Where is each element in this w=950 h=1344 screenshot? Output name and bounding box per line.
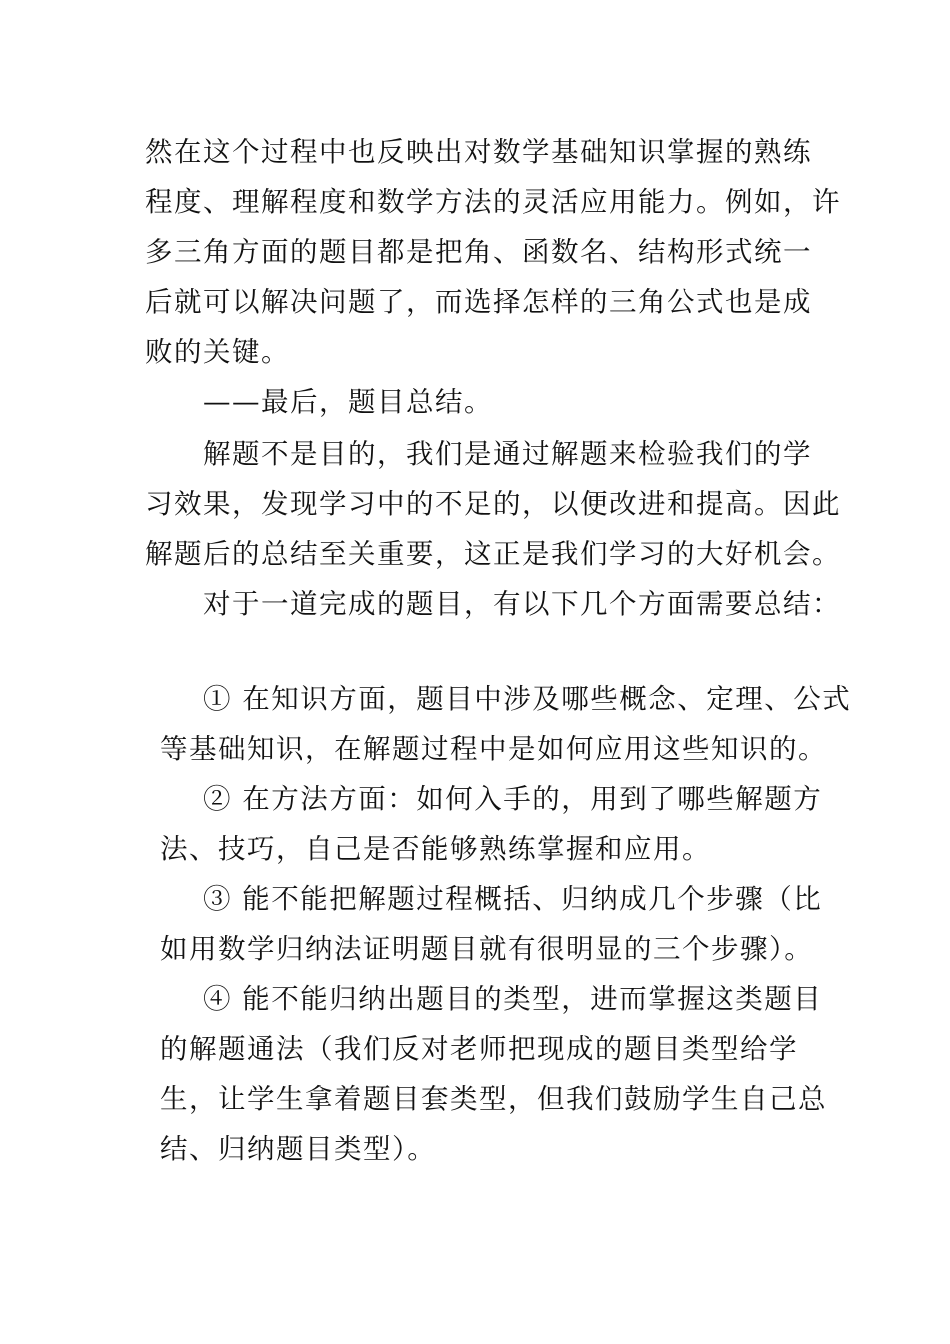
text-line: 的解题通法（我们反对老师把现成的题目类型给学 (160, 1033, 798, 1065)
text-line: 等基础知识，在解题过程中是如何应用这些知识的。 (160, 733, 827, 765)
text-line: 解题不是目的，我们是通过解题来检验我们的学 (203, 438, 812, 470)
section-heading: ——最后，题目总结。 (203, 386, 493, 418)
text-line: 习效果，发现学习中的不足的，以便改进和提高。因此 (145, 488, 841, 520)
text-line: 法、技巧，自己是否能够熟练掌握和应用。 (160, 833, 711, 865)
text-line: 程度、理解程度和数学方法的灵活应用能力。例如，许 (145, 186, 841, 218)
summary-intro: 对于一道完成的题目，有以下几个方面需要总结： (203, 588, 841, 620)
text-line: 生，让学生拿着题目套类型，但我们鼓励学生自己总 (160, 1083, 827, 1115)
text-line: 然在这个过程中也反映出对数学基础知识掌握的熟练 (145, 136, 812, 168)
text-line: 后就可以解决问题了，而选择怎样的三角公式也是成 (145, 286, 812, 318)
text-line: ④ 能不能归纳出题目的类型，进而掌握这类题目 (203, 983, 823, 1015)
text-line: ① 在知识方面，题目中涉及哪些概念、定理、公式 (203, 683, 852, 715)
text-line: 结、归纳题目类型）。 (160, 1133, 437, 1165)
text-line: 败的关键。 (145, 336, 290, 368)
text-line: ② 在方法方面：如何入手的，用到了哪些解题方 (203, 783, 823, 815)
text-line: 多三角方面的题目都是把角、函数名、结构形式统一 (145, 236, 812, 268)
text-line: 解题后的总结至关重要，这正是我们学习的大好机会。 (145, 538, 841, 570)
text-line: ③ 能不能把解题过程概括、归纳成几个步骤（比 (203, 883, 823, 915)
text-line: 如用数学归纳法证明题目就有很明显的三个步骤）。 (160, 933, 814, 965)
